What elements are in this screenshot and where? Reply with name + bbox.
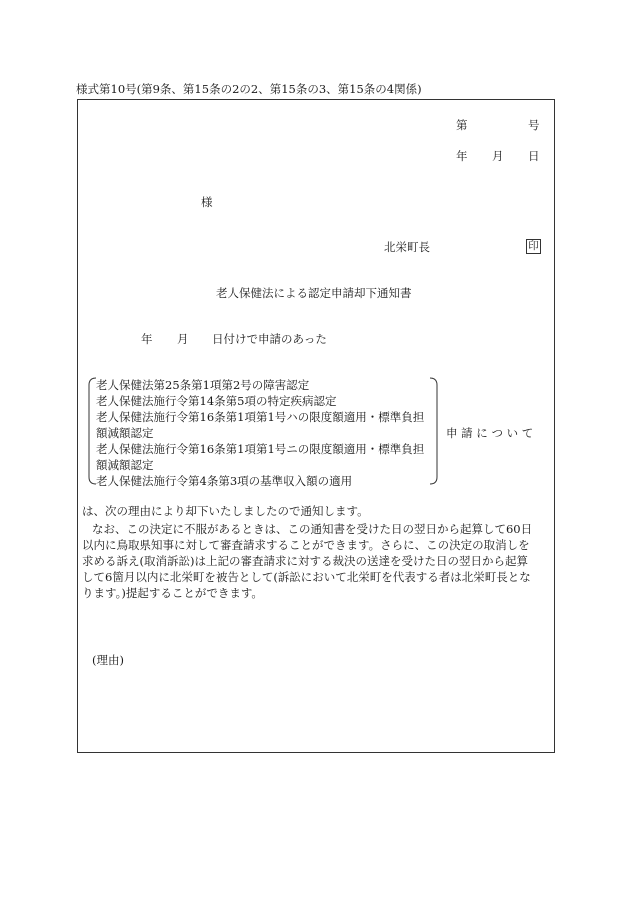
date-year: 年	[456, 149, 468, 163]
appeal-note-line: 以内に鳥取県知事に対して審査請求することができます。さらに、この決定の取消しを	[82, 538, 530, 552]
list-item: 老人保健法施行令第16条第1項第1号ニの限度額適用・標準負担	[96, 442, 425, 456]
application-date-text: 日付けで申請のあった	[212, 332, 327, 346]
appeal-note-line: なお、この決定に不服があるときは、この通知書を受けた日の翌日から起算して60日	[92, 522, 533, 536]
list-item: 老人保健法施行令第4条第3項の基準収入額の適用	[96, 474, 353, 488]
right-brace	[428, 377, 440, 485]
list-item: 老人保健法施行令第14条第5項の特定疾病認定	[96, 394, 337, 408]
application-year: 年	[141, 332, 153, 346]
appeal-note-line: ります。)提起することができます。	[82, 586, 263, 600]
list-item: 額減額認定	[96, 458, 154, 472]
date-day: 日	[528, 149, 540, 163]
date-month: 月	[492, 149, 504, 163]
addressee-suffix: 様	[201, 195, 213, 209]
number-prefix: 第	[456, 118, 468, 132]
seal-stamp: 印	[526, 239, 541, 254]
list-item: 老人保健法第25条第1項第2号の障害認定	[96, 378, 310, 392]
appeal-note-line: して6箇月以内に北栄町を被告として(訴訟において北栄町を代表する者は北栄町長とな	[82, 570, 531, 584]
appeal-note-line: 求める訴え(取消訴訟)は上記の審査請求に対する裁決の送達を受けた日の翌日から起算	[82, 554, 528, 568]
notice-line: は、次の理由により却下いたしましたので通知します。	[82, 504, 369, 518]
number-suffix: 号	[528, 118, 540, 132]
list-item: 額減額認定	[96, 426, 154, 440]
list-item: 老人保健法施行令第16条第1項第1号ハの限度額適用・標準負担	[96, 410, 425, 424]
application-month: 月	[177, 332, 189, 346]
document-title: 老人保健法による認定申請却下通知書	[216, 286, 412, 300]
items-suffix: 申 請 に つ い て	[446, 426, 534, 440]
form-caption: 様式第10号(第9条、第15条の2の2、第15条の3、第15条の4関係)	[76, 82, 422, 96]
reason-label: (理由)	[92, 653, 124, 667]
issuer-name: 北栄町長	[384, 240, 430, 254]
